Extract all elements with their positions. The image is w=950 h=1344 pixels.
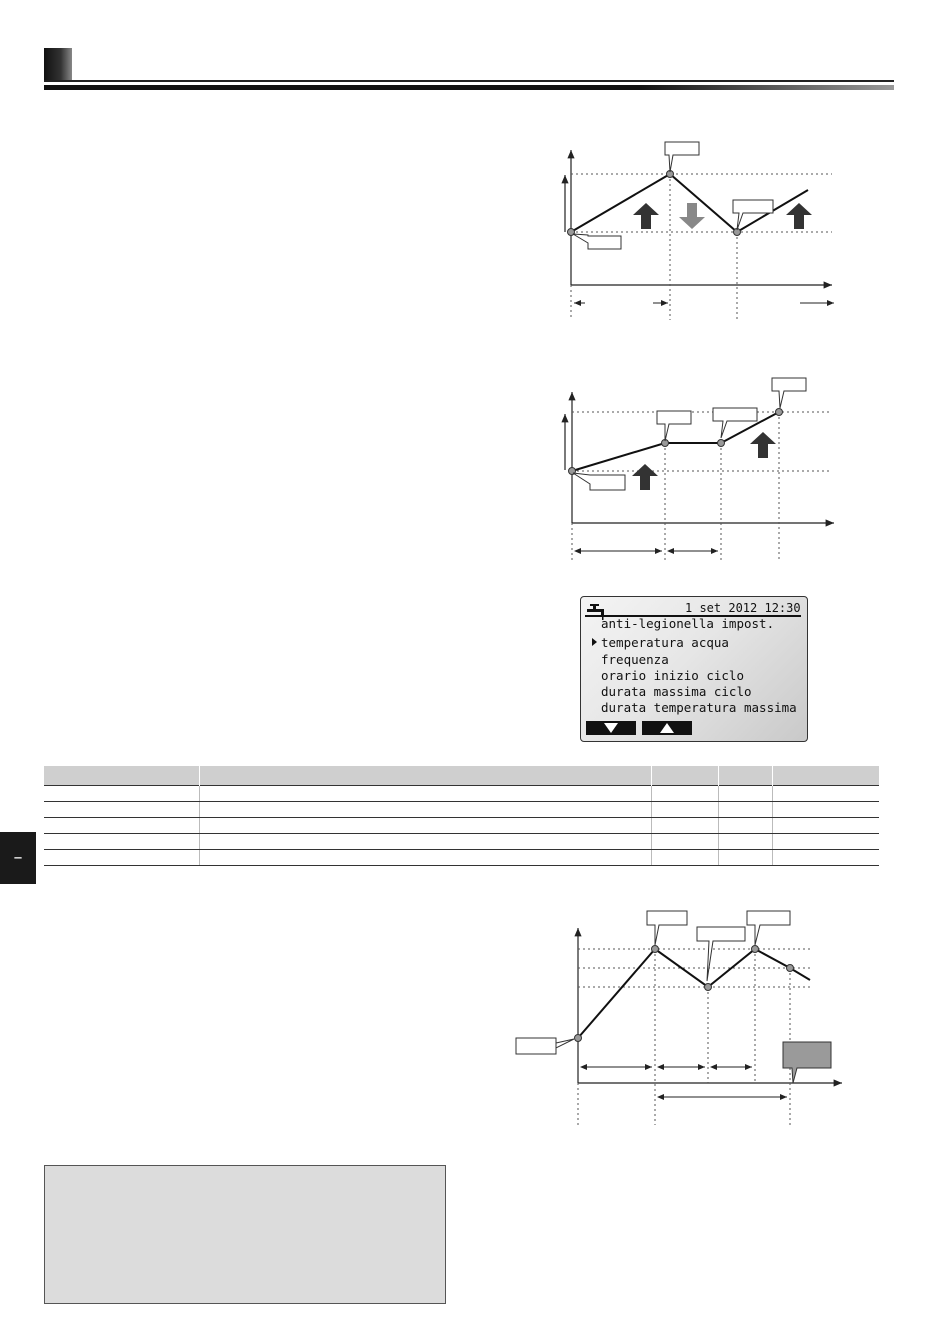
- down-arrow-icon: [604, 723, 618, 733]
- up-button[interactable]: [642, 721, 692, 735]
- menu-item-durata-massima-ciclo[interactable]: durata massima ciclo: [601, 684, 752, 699]
- settings-table: [44, 766, 879, 866]
- table-row: [44, 834, 879, 850]
- table-header-cell: [44, 766, 199, 786]
- section-side-tab: –: [0, 832, 36, 884]
- section-marker: [44, 48, 72, 80]
- table-row: [44, 786, 879, 802]
- diagram-heating-cycle: [540, 130, 850, 325]
- note-box: [44, 1165, 446, 1304]
- header-rule-thin: [44, 80, 894, 82]
- diagram-max-duration: [540, 370, 850, 570]
- menu-item-temperatura-acqua[interactable]: temperatura acqua: [601, 635, 729, 650]
- lcd-screen: [580, 596, 808, 742]
- menu-item-orario-inizio-ciclo[interactable]: orario inizio ciclo: [601, 668, 744, 683]
- diagram-cycle-timeline: [505, 905, 850, 1130]
- menu-item-frequenza[interactable]: frequenza: [601, 652, 669, 667]
- table-header-cell: [199, 766, 651, 786]
- lcd-title: anti-legionella impost.: [601, 616, 775, 631]
- up-arrow-icon: [660, 723, 674, 733]
- table-header-row: [44, 766, 879, 786]
- table-row: [44, 850, 879, 866]
- table-row: [44, 818, 879, 834]
- table-header-cell: [718, 766, 772, 786]
- selection-cursor-icon: [592, 638, 597, 646]
- table-row: [44, 802, 879, 818]
- table-header-cell: [651, 766, 718, 786]
- menu-item-durata-temperatura-massima[interactable]: durata temperatura massima: [601, 700, 797, 715]
- down-button[interactable]: [586, 721, 636, 735]
- table-header-cell: [772, 766, 879, 786]
- lcd-date: 1 set 2012 12:30: [685, 601, 801, 615]
- header-rule-thick: [44, 85, 894, 90]
